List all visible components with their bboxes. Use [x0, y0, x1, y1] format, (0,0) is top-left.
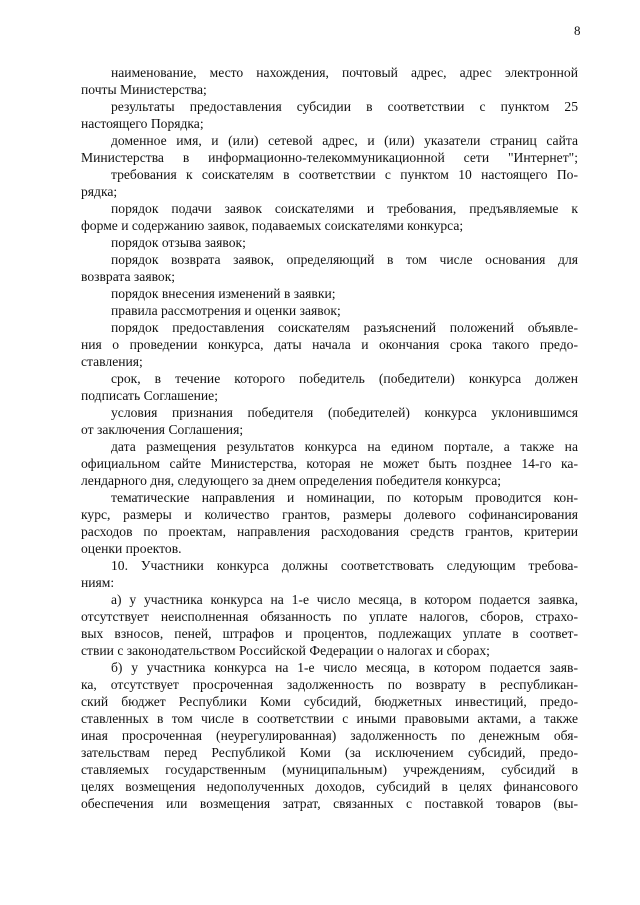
text-line: вых взносов, пеней, штрафов и процентов, подлежащих уплате в соответ- [81, 626, 578, 641]
text-line: а) у участника конкурса на 1-е число месяца, в котором подается заявка, [111, 592, 578, 607]
text-line: почты Министерства; [81, 82, 207, 97]
text-line: требования к соискателям в соответствии с пунктом 10 настоящего По- [111, 167, 578, 182]
text-line: ставленных в том числе в соответствии с иными правовыми актами, а также [81, 711, 578, 726]
text-line: официальном сайте Министерства, которая не может быть позднее 14-го ка- [81, 456, 578, 471]
text-line: б) у участника конкурса на 1-е число месяца, в котором подается заяв- [111, 660, 578, 675]
text-line: Министерства в информационно-телекоммуникационной сети "Интернет"; [81, 150, 578, 165]
text-line: 10. Участники конкурса должны соответствовать следующим требова- [111, 558, 578, 573]
text-line: правила рассмотрения и оценки заявок; [111, 303, 341, 318]
text-line: возврата заявок; [81, 269, 176, 284]
text-line: порядок предоставления соискателям разъяснений положений объявле- [111, 320, 578, 335]
text-line: целях возмещения недополученных доходов, субсидий в целях финансового [81, 779, 578, 794]
text-line: ка, отсутствует просроченная задолженность по возврату в республикан- [81, 677, 578, 692]
text-line: ставляемых государственным (муниципальным) учреждениям, субсидий в [81, 762, 578, 777]
text-line: рядка; [81, 184, 118, 199]
text-line: доменное имя, и (или) сетевой адрес, и (или) указатели страниц сайта [111, 133, 578, 148]
page-number: 8 [574, 23, 581, 38]
text-line: наименование, место нахождения, почтовый адрес, адрес электронной [111, 65, 578, 80]
text-line: ствии с законодательством Российской Федерации о налогах и сборах; [81, 643, 490, 658]
text-line: иная просроченная (неурегулированная) задолженность по денежным обя- [81, 728, 578, 743]
text-line: порядок возврата заявок, определяющий в том числе основания для [111, 252, 578, 267]
text-line: подписать Соглашение; [81, 388, 218, 403]
text-line: порядок подачи заявок соискателями и требования, предъявляемые к [111, 201, 578, 216]
text-line: форме и содержанию заявок, подаваемых соискателями конкурса; [81, 218, 464, 233]
text-line: оценки проектов. [81, 541, 182, 556]
text-line: результаты предоставления субсидии в соответствии с пунктом 25 [111, 99, 578, 114]
text-line: ниям: [81, 575, 115, 590]
text-line: зательствам перед Республикой Коми (за исключением субсидий, предо- [81, 745, 578, 760]
text-line: тематические направления и номинации, по которым проводится кон- [111, 490, 578, 505]
text-line: ский бюджет Республики Коми субсидий, бюджетных инвестиций, предо- [81, 694, 578, 709]
text-line: ставления; [81, 354, 143, 369]
text-line: порядок отзыва заявок; [111, 235, 246, 250]
text-line: расходов по проектам, направления расходования средств грантов, критерии [81, 524, 578, 539]
text-line: настоящего Порядка; [81, 116, 204, 131]
text-line: срок, в течение которого победитель (победители) конкурса должен [111, 371, 578, 386]
text-line: ния о проведении конкурса, даты начала и окончания срока такого предо- [81, 337, 578, 352]
text-line: лендарного дня, следующего за днем определения победителя конкурса; [81, 473, 502, 488]
text-line: курс, размеры и количество грантов, размеры долевого софинансирования [81, 507, 578, 522]
text-line: обеспечения или возмещения затрат, связанных с поставкой товаров (вы- [81, 796, 578, 811]
text-line: отсутствует неисполненная обязанность по уплате налогов, сборов, страхо- [81, 609, 578, 624]
document-text-body [81, 64, 578, 812]
text-line: дата размещения результатов конкурса на едином портале, а также на [111, 439, 578, 454]
text-line: порядок внесения изменений в заявки; [111, 286, 336, 301]
text-line: от заключения Соглашения; [81, 422, 244, 437]
text-line: условия признания победителя (победителей) конкурса уклонившимся [111, 405, 578, 420]
